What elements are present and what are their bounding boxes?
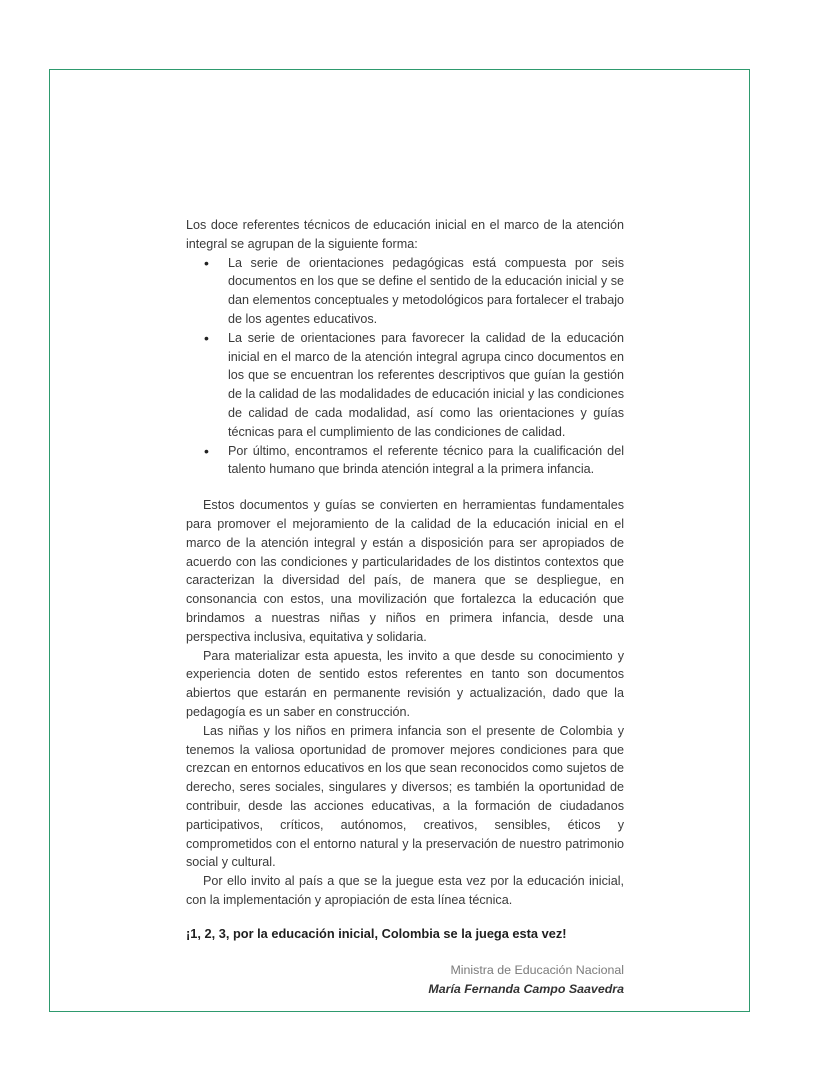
letter-body [186, 216, 624, 999]
list-item-text: La serie de orientaciones pedagógicas está compuesta por seis documentos en los que se define el sentido de la educación inicial y se dan elementos conceptuales y metodológicos para fortalecer el trabajo de los agentes educativos. [228, 255, 624, 326]
closing-slogan: ¡1, 2, 3, por la educación inicial, Colombia se la juega esta vez! [186, 925, 567, 941]
section-gap [186, 479, 624, 496]
bullet-icon: • [204, 254, 209, 271]
bullet-icon: • [204, 442, 209, 459]
body-paragraph: Para materializar esta apuesta, les invito a que desde su conocimiento y experiencia doten de sentido estos referentes en tanto son documentos abiertos que estarán en permanente revisión y actualización, dado que la pedagogía es un saber en construcción. [186, 648, 624, 719]
signature-block [186, 961, 624, 999]
body-paragraph: Por ello invito al país a que se la juegue esta vez por la educación inicial, con la implementación y apropiación de esta línea técnica. [186, 874, 624, 907]
reference-list [186, 254, 624, 480]
body-paragraph: Estos documentos y guías se convierten en herramientas fundamentales para promover el mejoramiento de la calidad de la educación inicial en el marco de la atención integral y están a disposición para ser apropiados de acuerdo con las condiciones y particularidades de los distintos contextos que caracterizan la diversidad del país, de manera que se despliegue, en consonancia con estos, una movilización que fortalezca la educación que brindamos a nuestras niñas y niños en primera infancia, desde una perspectiva inclusiva, equitativa y solidaria. [186, 498, 624, 644]
bullet-icon: • [204, 329, 209, 346]
body-paragraph: Las niñas y los niños en primera infancia son el presente de Colombia y tenemos la valiosa oportunidad de promover mejores condiciones para que crezcan en entornos educativos en los que sean reconocidos como sujetos de derecho, seres sociales, singulares y diversos; es también la oportunidad de contribuir, desde las acciones educativas, a la formación de ciudadanos participativos, críticos, autónomos, creativos, sensibles, éticos y comprometidos con el entorno natural y la preservación de nuestro patrimonio social y cultural. [186, 723, 624, 870]
signature-name: María Fernanda Campo Saavedra [428, 982, 624, 997]
list-item [186, 329, 624, 442]
list-item [186, 254, 624, 329]
signature-role: Ministra de Educación Nacional [450, 963, 624, 978]
list-item [186, 442, 624, 480]
list-item-text: La serie de orientaciones para favorecer la calidad de la educación inicial en el marco de la atención integral agrupa cinco documentos en los que se encuentran los referentes descriptivos que guían la gestión de la calidad de las modalidades de educación inicial y las condiciones de calidad de cada modalidad, así como las orientaciones y guías técnicas para el cumplimiento de las condiciones de calidad. [228, 330, 624, 439]
list-item-text: Por último, encontramos el referente técnico para la cualificación del talento humano que brinda atención integral a la primera infancia. [228, 443, 624, 477]
intro-paragraph: Los doce referentes técnicos de educación inicial en el marco de la atención integral se agrupan de la siguiente forma: [186, 218, 624, 251]
